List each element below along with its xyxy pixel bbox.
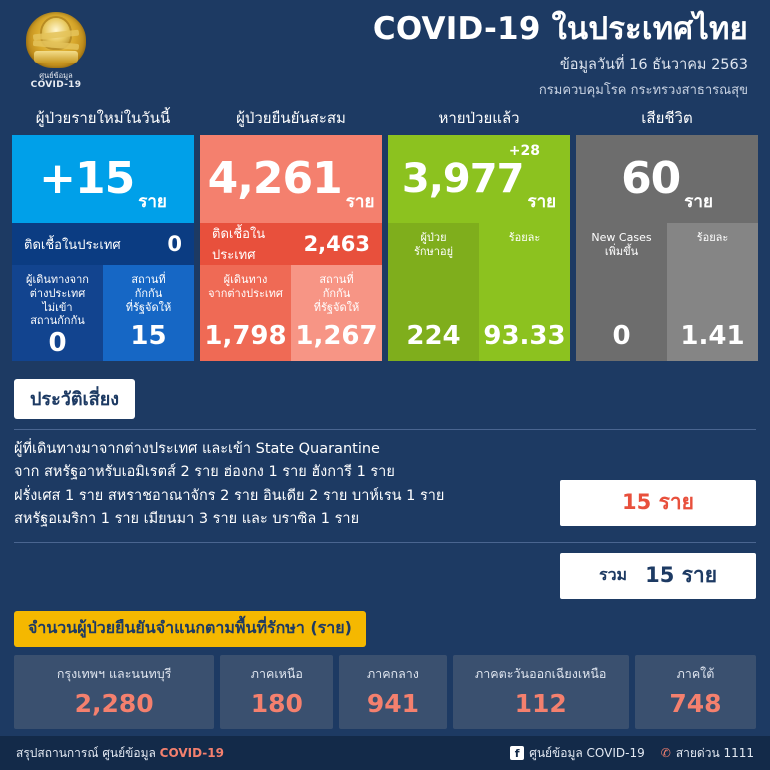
- new-cases-unit: ราย: [138, 192, 167, 212]
- emblem-block: [10, 10, 102, 92]
- recovered-unit: ราย: [527, 192, 557, 212]
- recovered-active-cell: [388, 223, 479, 361]
- region-label: ภาคตะวันออกเฉียงเหนือ: [475, 665, 607, 681]
- recovered-active-label: ผู้ป่วย รักษาอยู่: [413, 231, 454, 258]
- stats-row: [0, 104, 770, 361]
- emblem-caption-line1: ศูนย์ข้อมูล: [39, 71, 73, 80]
- new-cases-local-label: ติดเชื้อในประเทศ: [24, 237, 121, 253]
- region-value: 2,280: [74, 688, 154, 718]
- stat-column-recovered: [388, 104, 570, 361]
- new-cases-heading: ผู้ป่วยรายใหม่ในวันนี้: [35, 109, 171, 127]
- new-cases-quarantine-label: สถานที่ กักกัน ที่รัฐจัดให้: [125, 273, 172, 314]
- risk-divider-bottom: [14, 542, 756, 543]
- risk-total-value: 15 ราย: [645, 562, 718, 587]
- recovered-percent-value: 93.33: [483, 321, 566, 351]
- header-date: ข้อมูลวันที่ 16 ธันวาคม 2563: [559, 56, 748, 73]
- footer-left-brand: COVID-19: [159, 745, 224, 760]
- risk-line: สหรัฐอเมริกา 1 ราย เมียนมา 3 ราย และ บราซิล 1 ราย: [14, 511, 360, 528]
- confirmed-local-value: 2,463: [303, 232, 370, 256]
- header-text: [102, 10, 754, 100]
- new-cases-abroad-label: ผู้เดินทางจาก ต่างประเทศ ไม่เข้า สถานกักกัน: [26, 273, 89, 328]
- region-label: ภาคใต้: [676, 665, 715, 681]
- footer-facebook[interactable]: [510, 744, 645, 763]
- new-cases-breakdown: [12, 265, 194, 361]
- region-label: ภาคกลาง: [366, 665, 419, 681]
- confirmed-local-label: ติดเชื้อในประเทศ: [212, 227, 266, 263]
- confirmed-value-tile: [200, 135, 382, 223]
- risk-count-badge: 15 ราย: [560, 480, 756, 526]
- risk-history-badge: ประวัติเสี่ยง: [14, 379, 135, 419]
- footer-left: [16, 744, 224, 763]
- risk-total-badge: [560, 553, 756, 599]
- region-badge: จำนวนผู้ป่วยยืนยันจำแนกตามพื้นที่รักษา (ราย): [14, 611, 366, 647]
- deaths-value-tile: [576, 135, 758, 223]
- region-label: กรุงเทพฯ และนนทบุรี: [56, 665, 172, 681]
- footer-hotline-label: สายด่วน 1111: [675, 745, 754, 760]
- stat-column-new-cases: [12, 104, 194, 361]
- region-cell-central: [339, 655, 446, 729]
- region-cell-south: [635, 655, 756, 729]
- region-cell-bangkok: [14, 655, 214, 729]
- deaths-value: 60: [621, 153, 681, 204]
- deaths-heading: เสียชีวิต: [641, 109, 693, 127]
- new-cases-value: +15: [39, 153, 135, 204]
- risk-line: ฝรั่งเศส 1 ราย สหราชอาณาจักร 2 ราย อินเดีย 2 ราย บาห์เรน 1 ราย: [14, 487, 445, 504]
- confirmed-value: 4,261: [207, 153, 342, 204]
- region-label: ภาคเหนือ: [250, 665, 303, 681]
- risk-history-section: [0, 379, 770, 599]
- risk-line: จาก สหรัฐอาหรับเอมิเรตส์ 2 ราย ฮ่องกง 1 ราย ฮังการี 1 ราย: [14, 464, 395, 481]
- footer-left-prefix: สรุปสถานการณ์ ศูนย์ข้อมูล: [16, 745, 160, 760]
- region-value: 748: [669, 688, 722, 718]
- stat-column-deaths: [576, 104, 758, 361]
- emblem-caption-line2: COVID-19: [30, 80, 82, 91]
- deaths-percent-cell: [667, 223, 758, 361]
- region-section: [0, 611, 770, 729]
- confirmed-quarantine-value: 1,267: [295, 321, 378, 351]
- recovered-heading: หายป่วยแล้ว: [438, 109, 520, 127]
- region-value: 180: [250, 688, 303, 718]
- deaths-new-label: New Cases เพิ่มขึ้น: [591, 231, 652, 258]
- stat-column-confirmed: [200, 104, 382, 361]
- region-value: 941: [366, 688, 420, 718]
- new-cases-local-row: [12, 223, 194, 265]
- new-cases-quarantine-value: 15: [130, 321, 167, 351]
- region-cell-north: [220, 655, 333, 729]
- recovered-percent-cell: [479, 223, 570, 361]
- deaths-new-value: 0: [612, 321, 631, 351]
- deaths-breakdown: [576, 223, 758, 361]
- risk-total-label: รวม: [598, 564, 628, 584]
- emblem-caption: [31, 71, 82, 92]
- recovered-active-value: 224: [406, 321, 461, 351]
- risk-total-row: [14, 553, 756, 599]
- page-title: COVID-19 ในประเทศไทย: [372, 11, 748, 47]
- confirmed-heading: ผู้ป่วยยืนยันสะสม: [236, 109, 346, 127]
- recovered-breakdown: [388, 223, 570, 361]
- new-cases-quarantine-cell: [103, 265, 194, 361]
- new-cases-value-tile: [12, 135, 194, 223]
- recovered-delta: +28: [508, 143, 540, 159]
- confirmed-quarantine-label: สถานที่ กักกัน ที่รัฐจัดให้: [313, 273, 360, 314]
- recovered-value: 3,977: [401, 156, 524, 202]
- deaths-new-cell: [576, 223, 667, 361]
- new-cases-abroad-cell: [12, 265, 103, 361]
- confirmed-abroad-value: 1,798: [204, 321, 287, 351]
- phone-icon: ✆: [660, 745, 671, 760]
- deaths-unit: ราย: [684, 192, 713, 212]
- region-cell-northeast: [453, 655, 629, 729]
- risk-body: [14, 436, 756, 532]
- risk-lines: [14, 436, 560, 532]
- footer-right: [510, 744, 754, 763]
- footer-hotline[interactable]: [661, 744, 754, 763]
- recovered-value-tile: [388, 135, 570, 223]
- confirmed-quarantine-cell: [291, 265, 382, 361]
- region-grid: [14, 655, 756, 729]
- risk-line: ผู้ที่เดินทางมาจากต่างประเทศ และเข้า State Quarantine: [14, 441, 380, 457]
- deaths-percent-label: ร้อยละ: [696, 231, 729, 244]
- confirmed-abroad-cell: [200, 265, 291, 361]
- footer-facebook-label: ศูนย์ข้อมูล COVID-19: [529, 745, 645, 760]
- facebook-icon: f: [510, 746, 524, 760]
- footer: [0, 736, 770, 770]
- confirmed-abroad-label: ผู้เดินทาง จากต่างประเทศ: [208, 273, 283, 300]
- new-cases-local-value: 0: [167, 232, 182, 256]
- recovered-percent-label: ร้อยละ: [508, 231, 541, 244]
- garuda-emblem-icon: [26, 12, 86, 68]
- risk-divider-top: [14, 429, 756, 430]
- header-agency: กรมควบคุมโรค กระทรวงสาธารณสุข: [538, 82, 748, 98]
- deaths-percent-value: 1.41: [680, 321, 745, 351]
- header: [0, 0, 770, 104]
- confirmed-breakdown: [200, 265, 382, 361]
- confirmed-unit: ราย: [345, 192, 375, 212]
- new-cases-abroad-value: 0: [48, 328, 67, 358]
- confirmed-local-row: [200, 223, 382, 265]
- region-value: 112: [514, 688, 567, 718]
